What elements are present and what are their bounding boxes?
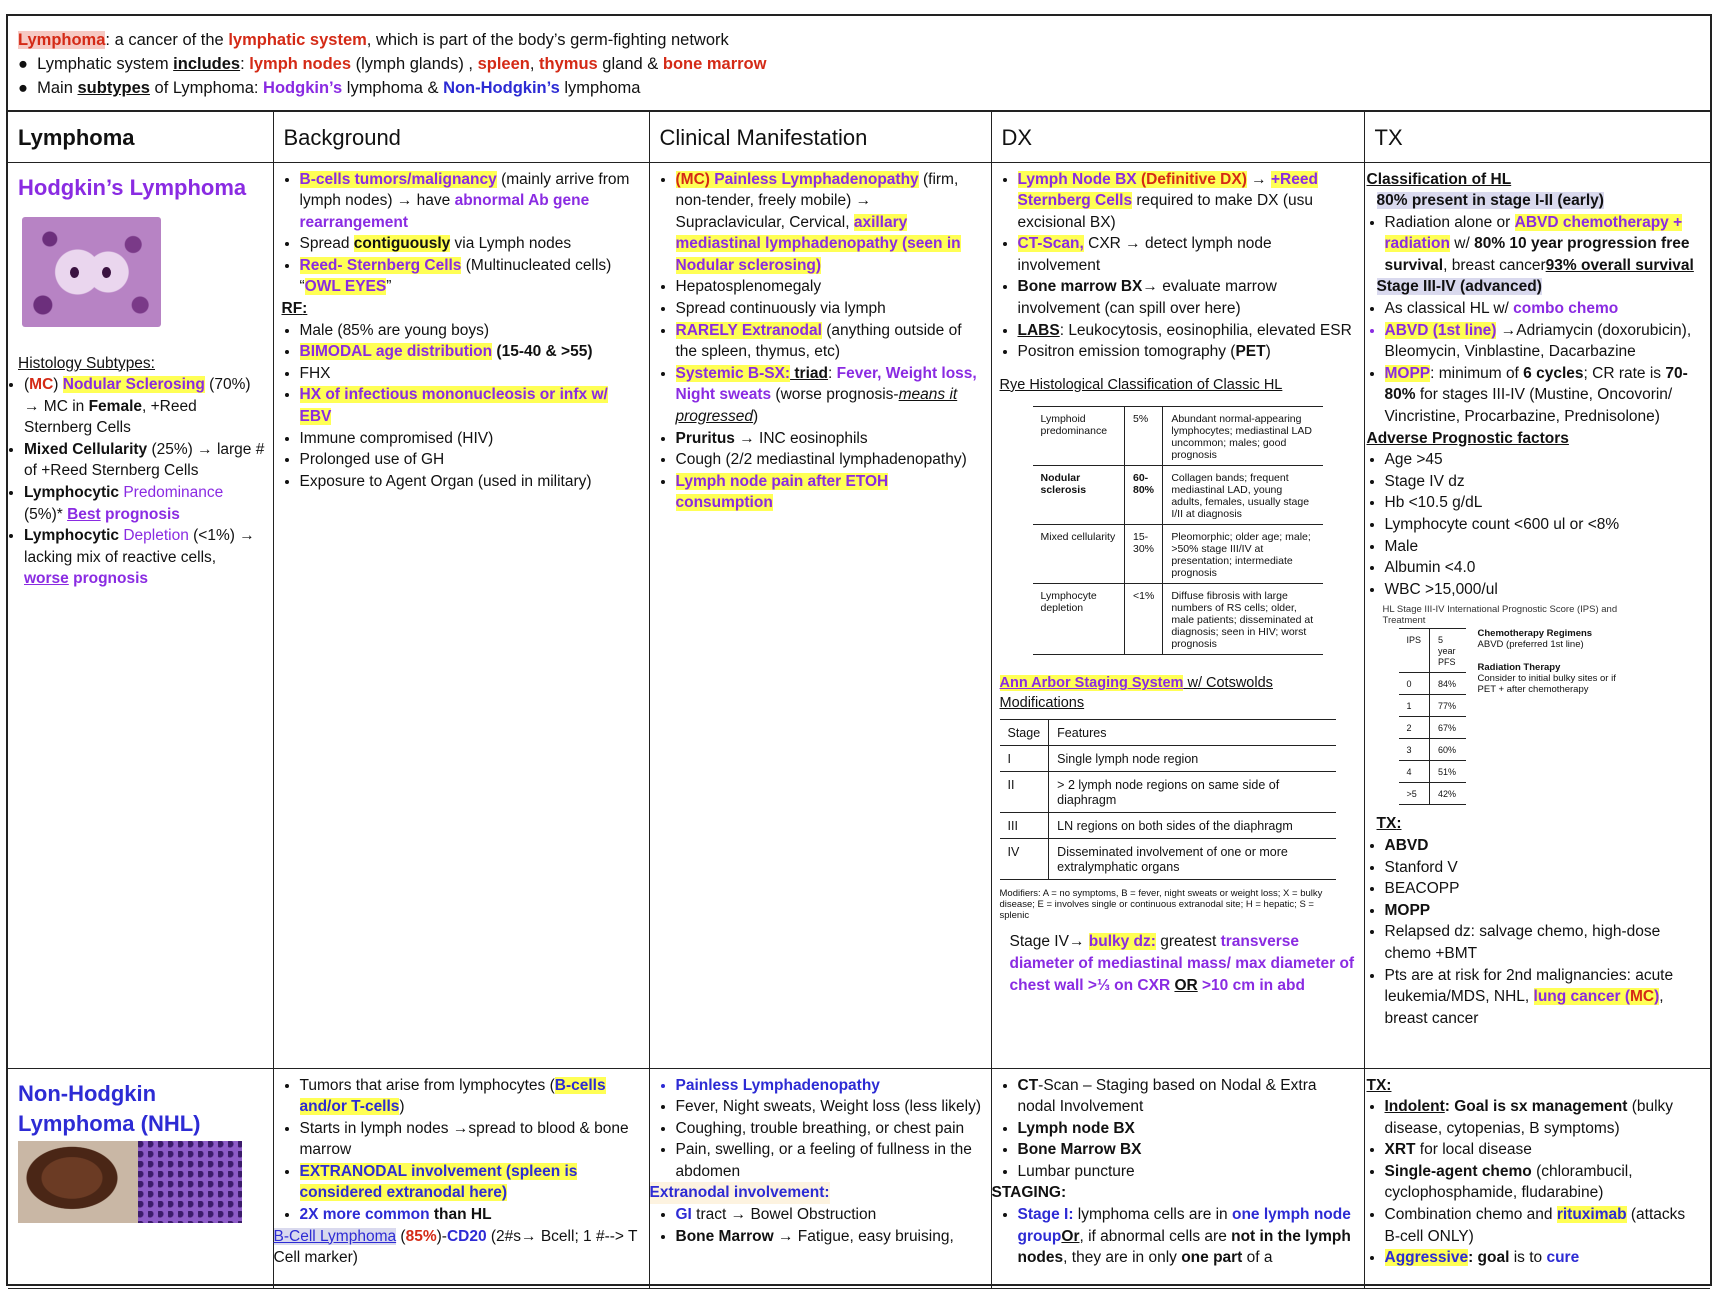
nhl-cell (8, 1068, 273, 1288)
header-background: Background (273, 112, 649, 162)
list-item: • Mixed Cellularity (25%) → large # of +Reed Sternberg Cells (24, 439, 265, 482)
table-row: III LN regions on both sides of the diaphragm (1000, 813, 1336, 839)
table-row: IPS 5 year PFS (1399, 629, 1466, 673)
list-item: • Fever, Night sweats, Weight loss (less likely) (676, 1096, 983, 1118)
nhl-images (18, 1141, 265, 1223)
list-item: • Single-agent chemo (chlorambucil, cyclophosphamide, fludarabine) (1385, 1161, 1703, 1204)
list-item: • Cough (2/2 mediastinal lymphadenopathy) (676, 449, 983, 471)
hodgkin-dx-cell (991, 162, 1364, 1068)
list-item: • Male (85% are young boys) (300, 320, 641, 342)
list-item: • RARELY Extranodal (anything outside of the spleen, thymus, etc) (676, 320, 983, 363)
histology-subtypes-heading: Histology Subtypes: (18, 354, 155, 372)
list-item: • Reed- Sternberg Cells (Multinucleated cells) “OWL EYES” (300, 255, 641, 298)
table-row: Lymphocyte depletion <1% Diffuse fibrosis with large numbers of RS cells; older, male patients; disseminated at diagnosis; seen in HIV; worst prognosis (1033, 584, 1323, 655)
list-item: • Hb <10.5 g/dL (1385, 492, 1703, 514)
advanced-list (1367, 298, 1703, 428)
regimens-list (1367, 835, 1703, 1029)
bullet-icon: ● (18, 79, 38, 97)
header-lymphoma: Lymphoma (8, 112, 273, 162)
list-item: • ABVD (1st line) →Adriamycin (doxorubicin), Bleomycin, Vinblastine, Dacarbazine (1385, 320, 1703, 363)
bullet-icon: ● (18, 55, 38, 73)
intro-line-3: ● Main subtypes of Lymphoma: Hodgkin’s lymphoma & Non-Hodgkin’s lymphoma (18, 79, 641, 97)
list-item: • Coughing, trouble breathing, or chest pain (676, 1118, 983, 1140)
dx-list (1000, 169, 1356, 363)
hodgkin-tx-cell (1364, 162, 1710, 1068)
header-clinical: Clinical Manifestation (649, 112, 991, 162)
list-item: • Hepatosplenomegaly (676, 276, 983, 298)
tx-label: TX: (1376, 815, 1402, 833)
extranodal-heading: Extranodal involvement: (650, 1182, 830, 1204)
table-row: 2 67% (1399, 717, 1466, 739)
ips-table (1399, 628, 1466, 805)
nhl-tx-cell (1364, 1068, 1710, 1288)
risk-factors-heading: RF: (281, 300, 308, 318)
hodgkin-title: Hodgkin’s Lymphoma (18, 174, 247, 200)
list-item: • Male (1385, 536, 1703, 558)
list-item: • Painless Lymphadenopathy (676, 1075, 983, 1097)
list-item: • Prolonged use of GH (300, 449, 641, 471)
classification-title: Classification of HL (1366, 170, 1512, 188)
list-item: • Lymph Node BX (Definitive DX) → +Reed Sternberg Cells required to make DX (usu excisional BX) (1018, 169, 1356, 234)
list-item: • 2X more common than HL (300, 1204, 641, 1226)
rye-table (1033, 406, 1323, 655)
list-item: • Albumin <4.0 (1385, 557, 1703, 579)
extranodal-list (658, 1204, 983, 1247)
list-item: • Aggressive: goal is to cure (1385, 1247, 1703, 1269)
modifiers-note: Modifiers: A = no symptoms, B = fever, night sweats or weight loss; X = bulky disease; E = involves single or continuous extranodal site; H = hepatic; S = splenic (999, 888, 1323, 922)
list-item: • Starts in lymph nodes →spread to blood & bone marrow (300, 1118, 641, 1161)
hodgkin-clinical-cell (649, 162, 991, 1068)
table-row: IV Disseminated involvement of one or more extralymphatic organs (1000, 839, 1336, 880)
table-row: Lymphoid predominance 5% Abundant normal-appearing lymphocytes; mediastinal LAD uncommon; males; good prognosis (1033, 407, 1323, 466)
list-item: • As classical HL w/ combo chemo (1385, 298, 1703, 320)
early-list (1367, 212, 1703, 277)
nhl-title: Non-Hodgkin Lymphoma (NHL) (18, 1080, 201, 1136)
risk-factors-list (282, 320, 641, 493)
nhl-background-list (282, 1075, 641, 1226)
list-item: • XRT for local disease (1385, 1139, 1703, 1161)
list-item: • (MC) Painless Lymphadenopathy (firm, non-tender, freely mobile) → Supraclavicular, Cervical, axillary mediastinal lymphadenopathy (seen in Nodular sclerosing) (676, 169, 983, 277)
list-item: • Relapsed dz: salvage chemo, high-dose chemo +BMT (1385, 921, 1703, 964)
list-item: • Immune compromised (HIV) (300, 428, 641, 450)
list-item: • BIMODAL age distribution (15-40 & >55) (300, 341, 641, 363)
rye-title: Rye Histological Classification of Classic HL (999, 376, 1283, 393)
list-item: • GI tract → Bowel Obstruction (676, 1204, 983, 1226)
staging-table (1000, 719, 1336, 880)
table-row: 0 84% (1399, 673, 1466, 695)
list-item: • Pruritus → INC eosinophils (676, 428, 983, 450)
list-item: • Lymph node BX (1018, 1118, 1356, 1140)
histology-subtypes-list (8, 374, 265, 590)
list-item: • Pts are at risk for 2nd malignancies: acute leukemia/MDS, NHL, lung cancer (MC), breast cancer (1385, 965, 1703, 1030)
intro-line-1: Lymphoma: a cancer of the lymphatic system, which is part of the body’s germ-fighting network (18, 31, 729, 49)
list-item: • CT-Scan – Staging based on Nodal & Extra nodal Involvement (1018, 1075, 1356, 1118)
nhl-staging-list (1000, 1204, 1356, 1269)
list-item: • Spread contiguously via Lymph nodes (300, 233, 641, 255)
list-item: • Stage IV dz (1385, 471, 1703, 493)
list-item: • Exposure to Agent Organ (used in military) (300, 471, 641, 493)
background-list (282, 169, 641, 299)
list-item: • Stanford V (1385, 857, 1703, 879)
hodgkin-cell (8, 162, 273, 1068)
list-item: • EXTRANODAL involvement (spleen is considered extranodal here) (300, 1161, 641, 1204)
ann-arbor-title: Ann Arbor Staging System w/ Cotswolds Modifications (999, 675, 1273, 712)
list-item: • BEACOPP (1385, 878, 1703, 900)
list-item: • Bone Marrow → Fatigue, easy bruising, (676, 1226, 983, 1248)
list-item: • (MC) Nodular Sclerosing (70%) → MC in Female, +Reed Sternberg Cells (24, 374, 265, 439)
list-item: • Spread continuously via lymph (676, 298, 983, 320)
list-item: • B-cells tumors/malignancy (mainly arrive from lymph nodes) → have abnormal Ab gene rearrangement (300, 169, 641, 234)
nhl-tx-list (1367, 1096, 1703, 1269)
list-item: • Stage I: lymphoma cells are in one lymph node groupOr, if abnormal cells are not in the lymph nodes, they are in only one part of a (1018, 1204, 1356, 1269)
list-item: • Positron emission tomography (PET) (1018, 341, 1356, 363)
header-row (8, 112, 1710, 162)
nhl-dx-cell (991, 1068, 1364, 1288)
table-row: Mixed cellularity 15-30% Pleomorphic; older age; male; >50% stage III/IV at presentation; intermediate prognosis (1033, 525, 1323, 584)
list-item: • ABVD (1385, 835, 1703, 857)
list-item: • Combination chemo and rituximab (attacks B-cell ONLY) (1385, 1204, 1703, 1247)
cheat-sheet (6, 14, 1712, 1286)
table-row: Nodular sclerosis 60-80% Collagen bands; frequent mediastinal LAD, young adults, females, usually stage I/II at diagnosis (1033, 466, 1323, 525)
list-item: • LABS: Leukocytosis, eosinophilia, elevated ESR (1018, 320, 1356, 342)
ips-notes: Chemotherapy Regimens ABVD (preferred 1st line) Radiation Therapy Consider to initial bulky sites or if PET + after chemotherapy (1477, 628, 1616, 696)
list-item: • Systemic B-SX: triad: Fever, Weight loss, Night sweats (worse prognosis-means it progressed) (676, 363, 983, 428)
hodgkin-row (8, 162, 1710, 1068)
lymphoma-table (8, 112, 1710, 1289)
stage-iv-note: Stage IV→ bulky dz: greatest transverse diameter of mediastinal mass/ max diameter of chest wall >⅓ on CXR OR >10 cm in abd (1009, 933, 1355, 994)
nhl-tx-label: TX: (1366, 1076, 1392, 1094)
intro-line-2: ● Lymphatic system includes: lymph nodes (lymph glands) , spleen, thymus gland & bone marrow (18, 55, 767, 73)
list-item: • Lymph node pain after ETOH consumption (676, 471, 983, 514)
list-item: • CT-Scan, CXR → detect lymph node involvement (1018, 233, 1356, 276)
intro-section (8, 16, 1710, 112)
b-cell-lymphoma: B-Cell Lymphoma (85%)-CD20 (2#s→ Bcell; 1 #--> T Cell marker) (273, 1227, 638, 1267)
nhl-clinical-cell (649, 1068, 991, 1288)
table-row: II > 2 lymph node regions on same side of diaphragm (1000, 772, 1336, 813)
advanced-stage: Stage III-IV (advanced) (1376, 278, 1542, 296)
reed-sternberg-cell-image (22, 217, 161, 327)
table-row: >5 42% (1399, 783, 1466, 805)
adverse-factors-title: Adverse Prognostic factors (1366, 429, 1569, 447)
adverse-factors-list (1367, 449, 1703, 600)
list-item: • Lymphocytic Predominance (5%)* Best prognosis (24, 482, 265, 525)
ips-block (1367, 628, 1703, 805)
list-item: • MOPP (1385, 900, 1703, 922)
staging-heading: STAGING: (991, 1184, 1067, 1202)
list-item: • MOPP: minimum of 6 cycles; CR rate is 70-80% for stages III-IV (Mustine, Oncovorin/ Vincristine, Procarbazine, Prednisolone) (1385, 363, 1703, 428)
nhl-clinical-list (658, 1075, 983, 1183)
list-item: • Lumbar puncture (1018, 1161, 1356, 1183)
list-item: • WBC >15,000/ul (1385, 579, 1703, 601)
list-item: • Age >45 (1385, 449, 1703, 471)
table-row: Stage Features (1000, 720, 1336, 746)
list-item: • Indolent: Goal is sx management (bulky disease, cytopenias, B symptoms) (1385, 1096, 1703, 1139)
nhl-dx-list (1000, 1075, 1356, 1183)
table-row: 4 51% (1399, 761, 1466, 783)
hodgkin-background-cell (273, 162, 649, 1068)
table-row: 3 60% (1399, 739, 1466, 761)
list-item: • Radiation alone or ABVD chemotherapy + radiation w/ 80% 10 year progression free survival, breast cancer93% overall survival (1385, 212, 1703, 277)
early-stage: 80% present in stage I-II (early) (1376, 192, 1604, 210)
ips-title: HL Stage III-IV International Prognostic Score (IPS) and Treatment (1382, 604, 1618, 627)
patient-photo (18, 1141, 138, 1223)
list-item: • Bone Marrow BX (1018, 1139, 1356, 1161)
list-item: • Lymphocytic Depletion (<1%) → lacking mix of reactive cells, worse prognosis (24, 525, 265, 590)
list-item: • HX of infectious mononucleosis or infx w/ EBV (300, 384, 641, 427)
header-tx: TX (1364, 112, 1710, 162)
table-row: 1 77% (1399, 695, 1466, 717)
list-item: • Lymphocyte count <600 ul or <8% (1385, 514, 1703, 536)
header-dx: DX (991, 112, 1364, 162)
clinical-list (658, 169, 983, 515)
list-item: • FHX (300, 363, 641, 385)
list-item: • Bone marrow BX→ evaluate marrow involvement (can spill over here) (1018, 276, 1356, 319)
table-row: I Single lymph node region (1000, 746, 1336, 772)
list-item: • Pain, swelling, or a feeling of fullness in the abdomen (676, 1139, 983, 1182)
histology-photo (138, 1141, 242, 1223)
nhl-row (8, 1068, 1710, 1288)
nhl-background-cell (273, 1068, 649, 1288)
list-item: • Tumors that arise from lymphocytes (B-cells and/or T-cells) (300, 1075, 641, 1118)
